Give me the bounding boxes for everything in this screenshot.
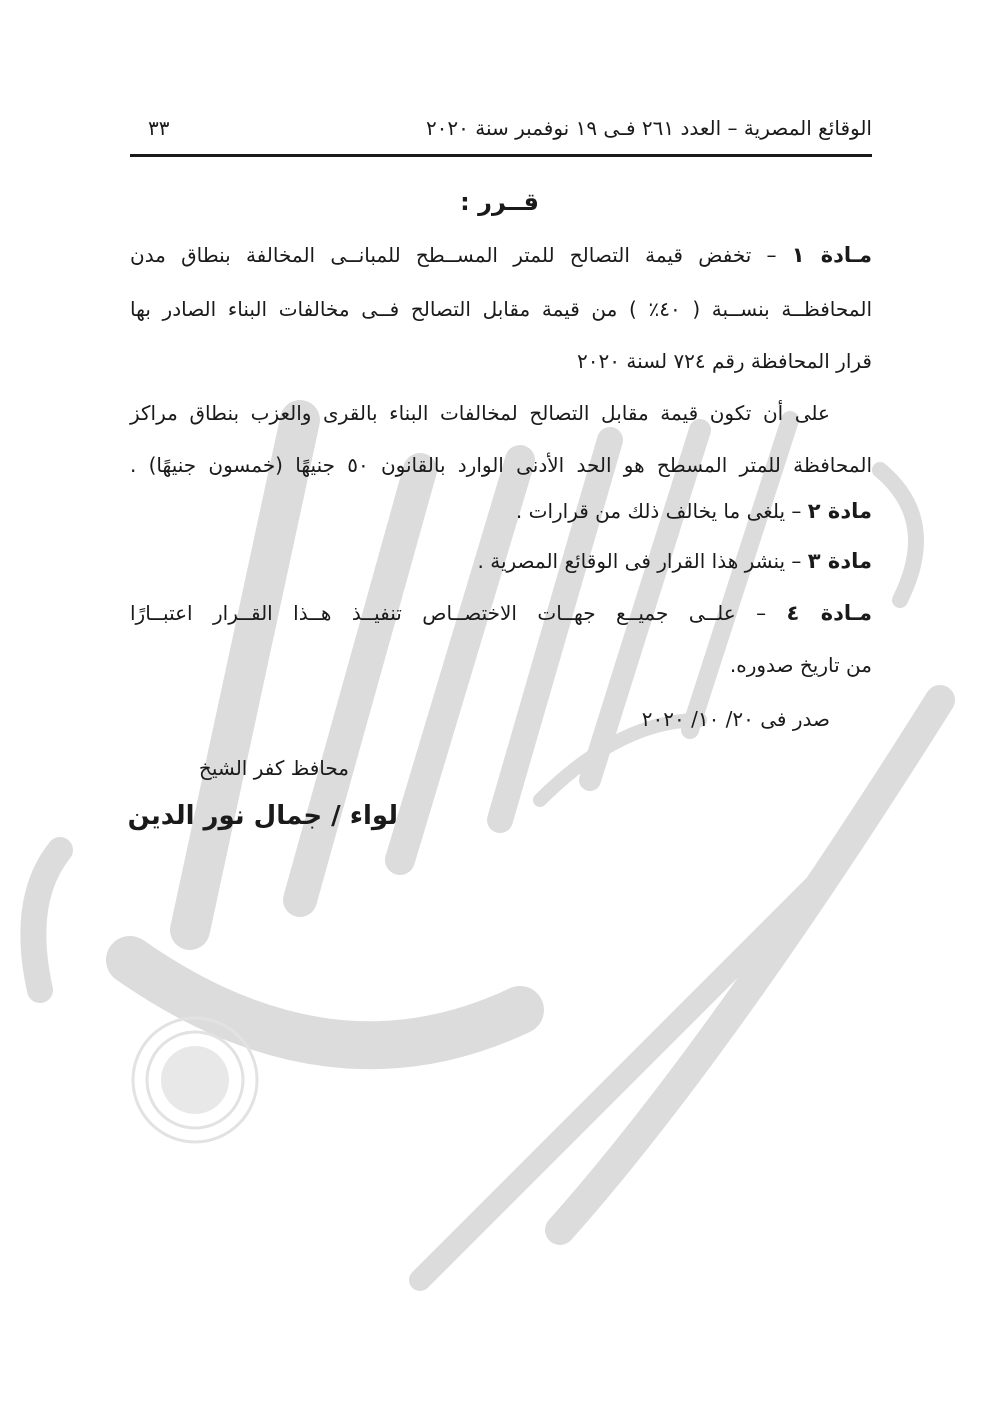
header-title: الوقائع المصرية – العدد ٢٦١ فـى ١٩ نوفمبر سنة ٢٠٢٠ [425, 116, 872, 140]
article-4-line-2: من تاريخ صدوره. [729, 653, 872, 677]
page-number: ٣٣ [148, 116, 170, 140]
page-header [130, 112, 872, 152]
article-1-line-1 [130, 240, 872, 270]
article-1-extra-line-1: على أن تكون قيمة مقابل التصالح لمخالفات البناء بالقرى والعزب بنطاق مراكز [130, 401, 830, 425]
article-1-extra-line-2: المحافظة للمتر المسطح هو الحد الأدنى الوارد بالقانون ٥٠ جنيهًا (خمسون جنيهًا) . [130, 453, 873, 477]
article-1-line-3: قرار المحافظة رقم ٧٢٤ لسنة ٢٠٢٠ [577, 349, 872, 373]
article-1-text-1: – تخفض قيمة التصالح للمتر المســطح للمبانــى المخالفة بنطاق مدن [130, 243, 777, 267]
signature-name: لواء / جمال نور الدين [127, 801, 398, 831]
article-3-line [130, 546, 872, 576]
article-4-label: مـادة ٤ [786, 601, 872, 625]
article-2-line [130, 496, 872, 526]
issued-date: صدر فى ٢٠/ ١٠/ ٢٠٢٠ [641, 707, 830, 731]
header-divider [130, 154, 872, 157]
article-4-text-1: – علــى جميــع جهــات الاختصــاص تنفيــذ هــذا القــرار اعتبــارًا [130, 601, 767, 625]
governor-title: محافظ كفر الشيخ [198, 756, 349, 780]
article-3-label: مادة ٣ [807, 549, 872, 573]
article-3-text: – ينشر هذا القرار فى الوقائع المصرية . [477, 549, 802, 573]
article-1-label: مـادة ١ [791, 243, 872, 267]
article-2-label: مادة ٢ [807, 499, 872, 523]
article-1-line-2: المحافظــة بنســبة ( ٤٠٪ ) من قيمة مقابل التصالح فــى مخالفات البناء الصادر بها [130, 297, 873, 321]
article-2-text: – يلغى ما يخالف ذلك من قرارات . [515, 499, 802, 523]
decision-heading: قــرر : [460, 188, 539, 216]
article-4-line-1 [130, 598, 872, 628]
